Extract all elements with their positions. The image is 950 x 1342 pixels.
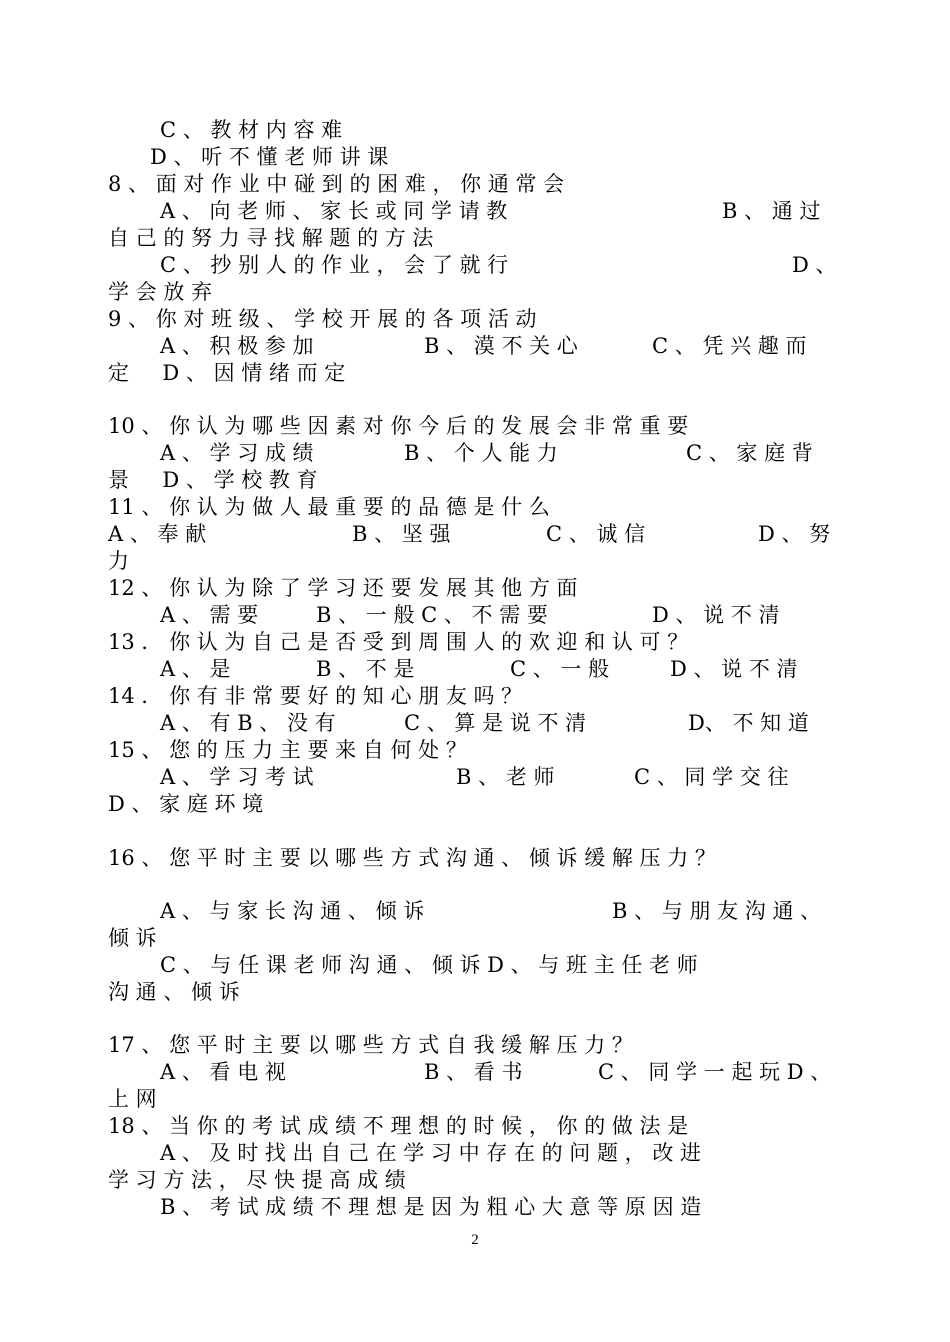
question-9: 9 、 你 对 班 级 、 学 校 开 展 的 各 项 活 动	[108, 307, 537, 331]
text-line: C 、 同 学 交 往	[634, 765, 789, 789]
text-line: A 、 学 习 考 试	[160, 765, 314, 789]
text-line: A 、 及 时 找 出 自 己 在 学 习 中 存 在 的 问 题 ， 改 进	[160, 1141, 701, 1165]
text-line: D 、 说 不 清	[652, 603, 780, 627]
text-line: A 、 是	[160, 657, 231, 681]
text-line: 力	[108, 549, 129, 573]
question-13: 13 ． 你 认 为 自 己 是 否 受 到 周 围 人 的 欢 迎 和 认 可 ？	[108, 630, 689, 654]
text-line: C 、 教 材 内 容 难	[160, 118, 343, 142]
text-line: C 、 算 是 说 不 清	[404, 711, 587, 735]
text-line: D 、 听 不 懂 老 师 讲 课	[150, 145, 389, 169]
text-line: 沟 通 、 倾 诉	[108, 980, 240, 1004]
question-11: 11 、 你 认 为 做 人 最 重 要 的 品 德 是 什 么	[108, 495, 550, 519]
page-number: 2	[471, 1232, 479, 1248]
text-line: B 、 坚 强	[352, 522, 451, 546]
text-line: B 、 老 师	[456, 765, 555, 789]
question-14: 14 ． 你 有 非 常 要 好 的 知 心 朋 友 吗 ？	[108, 684, 523, 708]
text-line: C 、 抄 别 人 的 作 业 ， 会 了 就 行	[160, 253, 509, 277]
text-line: D 、 家 庭 环 境	[108, 792, 264, 816]
question-12: 12 、 你 认 为 除 了 学 习 还 要 发 展 其 他 方 面	[108, 576, 578, 600]
text-line: C 、 一 般	[510, 657, 610, 681]
text-line: D 、 说 不 清	[670, 657, 798, 681]
question-16: 16 、 您 平 时 主 要 以 哪 些 方 式 沟 通 、 倾 诉 缓 解 压 力 ？	[108, 846, 716, 870]
text-line: B 、 通 过	[722, 199, 821, 223]
text-line: 自 己 的 努 力 寻 找 解 题 的 方 法	[108, 226, 434, 250]
text-line: C 、 与 任 课 老 师 沟 通 、 倾 诉 D 、 与 班 主 任 老 师	[160, 953, 698, 977]
text-line: 学 习 方 法 ， 尽 快 提 高 成 绩	[108, 1168, 406, 1192]
text-line: C 、 诚 信	[546, 522, 646, 546]
text-line: 上 网	[108, 1087, 157, 1111]
text-line: B 、 与 朋 友 沟 通 、	[612, 899, 822, 923]
text-line: B 、 不 是	[316, 657, 415, 681]
text-line: A 、 需 要	[160, 603, 259, 627]
text-line: C 、 同 学 一 起 玩 D 、	[598, 1060, 832, 1084]
text-line: C 、 家 庭 背	[686, 441, 813, 465]
text-line: A 、 奉 献	[108, 522, 207, 546]
text-line: B 、 看 书	[424, 1060, 523, 1084]
text-line: D、 不 知 道	[688, 711, 809, 735]
text-line: A 、 与 家 长 沟 通 、 倾 诉	[160, 899, 425, 923]
text-line: D 、	[792, 253, 837, 277]
question-15: 15 、 您 的 压 力 主 要 来 自 何 处 ？	[108, 738, 467, 762]
text-line: A 、 有 B 、 没 有	[160, 711, 336, 735]
text-line: 景 D 、 学 校 教 育	[108, 468, 318, 492]
question-18: 18 、 当 你 的 考 试 成 绩 不 理 想 的 时 候 ， 你 的 做 法 是	[108, 1114, 689, 1138]
text-line: A 、 积 极 参 加	[160, 334, 314, 358]
text-line: B 、 漠 不 关 心	[424, 334, 578, 358]
question-8: 8 、 面 对 作 业 中 碰 到 的 困 难 ， 你 通 常 会	[108, 172, 565, 196]
text-line: C 、 凭 兴 趣 而	[652, 334, 807, 358]
text-line: A 、 向 老 师 、 家 长 或 同 学 请 教	[160, 199, 508, 223]
text-line: B 、 个 人 能 力	[404, 441, 558, 465]
text-line: B 、 一 般 C 、 不 需 要	[316, 603, 548, 627]
question-10: 10 、 你 认 为 哪 些 因 素 对 你 今 后 的 发 展 会 非 常 重 要	[108, 414, 689, 438]
text-line: 学 会 放 弃	[108, 280, 213, 304]
text-line: B 、 考 试 成 绩 不 理 想 是 因 为 粗 心 大 意 等 原 因 造	[160, 1195, 702, 1219]
text-line: 倾 诉	[108, 926, 157, 950]
text-line: 定 D 、 因 情 绪 而 定	[108, 361, 346, 385]
text-line: A 、 学 习 成 绩	[160, 441, 314, 465]
question-17: 17 、 您 平 时 主 要 以 哪 些 方 式 自 我 缓 解 压 力 ？	[108, 1033, 633, 1057]
text-line: A 、 看 电 视	[160, 1060, 286, 1084]
text-line: D 、 努	[758, 522, 831, 546]
